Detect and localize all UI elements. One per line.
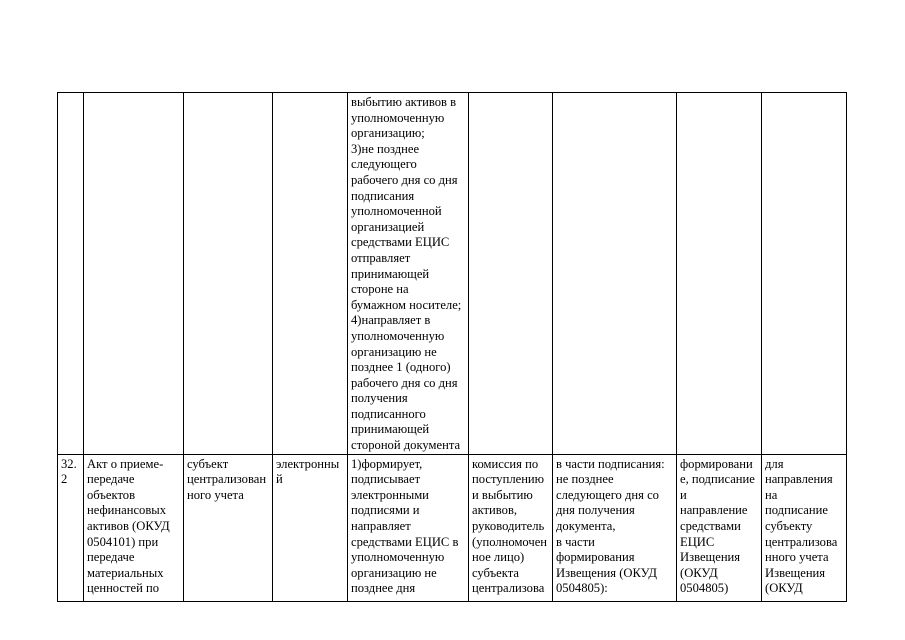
cell-action: формировани е, подписание и направление средствами ЕЦИС Извещения (ОКУД 0504805) bbox=[677, 454, 762, 601]
cell-deadline bbox=[553, 93, 677, 455]
document-table bbox=[57, 92, 847, 602]
cell-signer: комиссия по поступлению и выбытию активов, руководитель (уполномочен ное лицо) субъекта централизова bbox=[469, 454, 553, 601]
cell-procedure: выбытию активов в уполномоченную организацию; 3)не позднее следующего рабочего дня со дня подписания уполномоченной организацией средствами ЕЦИС отправляет принимающей стороне на бумажном носителе; 4)направляет в уполномоченную организацию не позднее 1 (одного) рабочего дня со дня получения подписанного принимающей стороной документа bbox=[348, 93, 469, 455]
cell-creator bbox=[184, 93, 273, 455]
table-row bbox=[58, 454, 847, 601]
cell-purpose: для направления на подписание субъекту централизова нного учета Извещения (ОКУД bbox=[762, 454, 847, 601]
cell-action bbox=[677, 93, 762, 455]
cell-form: электронны й bbox=[273, 454, 348, 601]
cell-form bbox=[273, 93, 348, 455]
cell-purpose bbox=[762, 93, 847, 455]
cell-number bbox=[58, 93, 84, 455]
cell-document-name: Акт о приеме- передаче объектов нефинансовых активов (ОКУД 0504101) при передаче материальных ценностей по bbox=[84, 454, 184, 601]
cell-deadline: в части подписания: не позднее следующего дня со дня получения документа, в части формирования Извещения (ОКУД 0504805): bbox=[553, 454, 677, 601]
cell-number: 32. 2 bbox=[58, 454, 84, 601]
cell-procedure: 1)формирует, подписывает электронными подписями и направляет средствами ЕЦИС в уполномоченную организацию не позднее дня bbox=[348, 454, 469, 601]
cell-creator: субъект централизован ного учета bbox=[184, 454, 273, 601]
cell-document-name bbox=[84, 93, 184, 455]
table-row bbox=[58, 93, 847, 455]
cell-signer bbox=[469, 93, 553, 455]
